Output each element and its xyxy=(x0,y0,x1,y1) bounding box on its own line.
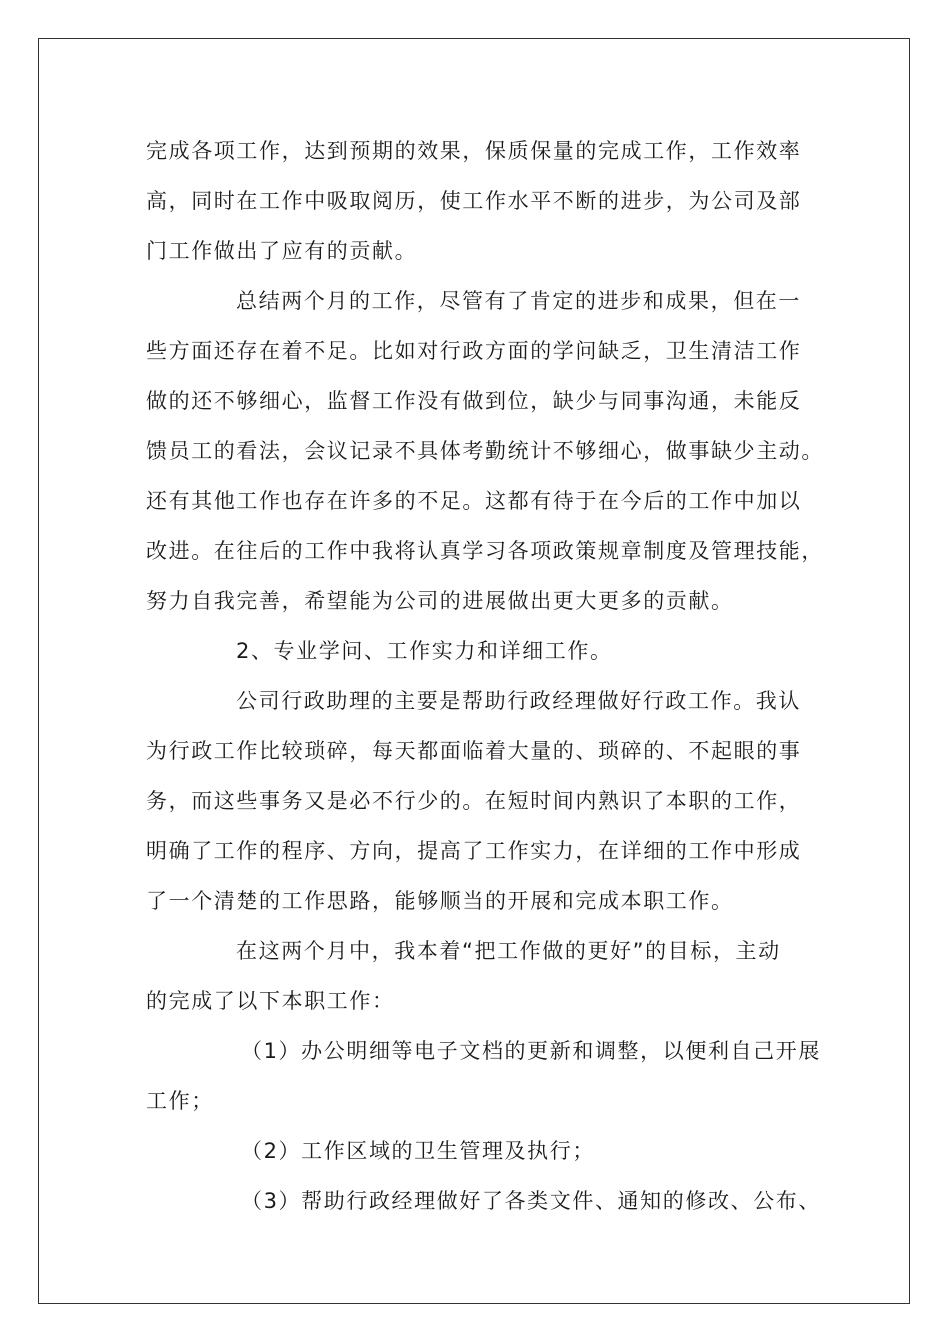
text-line: 改进。在往后的工作中我将认真学习各项政策规章制度及管理技能， xyxy=(146,539,824,563)
text-line: 完成各项工作，达到预期的效果，保质保量的完成工作，工作效率 xyxy=(146,139,802,163)
list-item: （1）办公明细等电子文档的更新和调整，以便利自己开展 xyxy=(241,1039,821,1063)
text-line: 了一个清楚的工作思路，能够顺当的开展和完成本职工作。 xyxy=(146,889,734,913)
text-line: 务，而这些事务又是必不行少的。在短时间内熟识了本职的工作， xyxy=(146,789,802,813)
text-line: 馈员工的看法，会议记录不具体考勤统计不够细心，做事缺少主动。 xyxy=(146,439,824,463)
text-line: 的完成了以下本职工作： xyxy=(146,989,395,1013)
document-body xyxy=(146,132,826,1232)
text-line: 高，同时在工作中吸取阅历，使工作水平不断的进步，为公司及部 xyxy=(146,189,802,213)
text-line: 工作； xyxy=(146,1089,214,1113)
text-line: 为行政工作比较琐碎，每天都面临着大量的、琐碎的、不起眼的事 xyxy=(146,739,802,763)
list-item: （3）帮助行政经理做好了各类文件、通知的修改、公布、 xyxy=(241,1189,821,1213)
text-line: 门工作做出了应有的贡献。 xyxy=(146,239,418,263)
text-line: 努力自我完善，希望能为公司的进展做出更大更多的贡献。 xyxy=(146,589,734,613)
text-line: 明确了工作的程序、方向，提高了工作实力，在详细的工作中形成 xyxy=(146,839,802,863)
text-line: 些方面还存在着不足。比如对行政方面的学问缺乏，卫生清洁工作 xyxy=(146,339,802,363)
paragraph-start: 在这两个月中，我本着“把工作做的更好”的目标，主动 xyxy=(236,939,781,963)
section-heading: 2、专业学问、工作实力和详细工作。 xyxy=(236,639,613,663)
text-line: 还有其他工作也存在许多的不足。这都有待于在今后的工作中加以 xyxy=(146,489,802,513)
text-line: 做的还不够细心，监督工作没有做到位，缺少与同事沟通，未能反 xyxy=(146,389,802,413)
paragraph-start: 公司行政助理的主要是帮助行政经理做好行政工作。我认 xyxy=(236,689,801,713)
list-item: （2）工作区域的卫生管理及执行； xyxy=(241,1139,595,1163)
paragraph-start: 总结两个月的工作，尽管有了肯定的进步和成果，但在一 xyxy=(236,289,801,313)
